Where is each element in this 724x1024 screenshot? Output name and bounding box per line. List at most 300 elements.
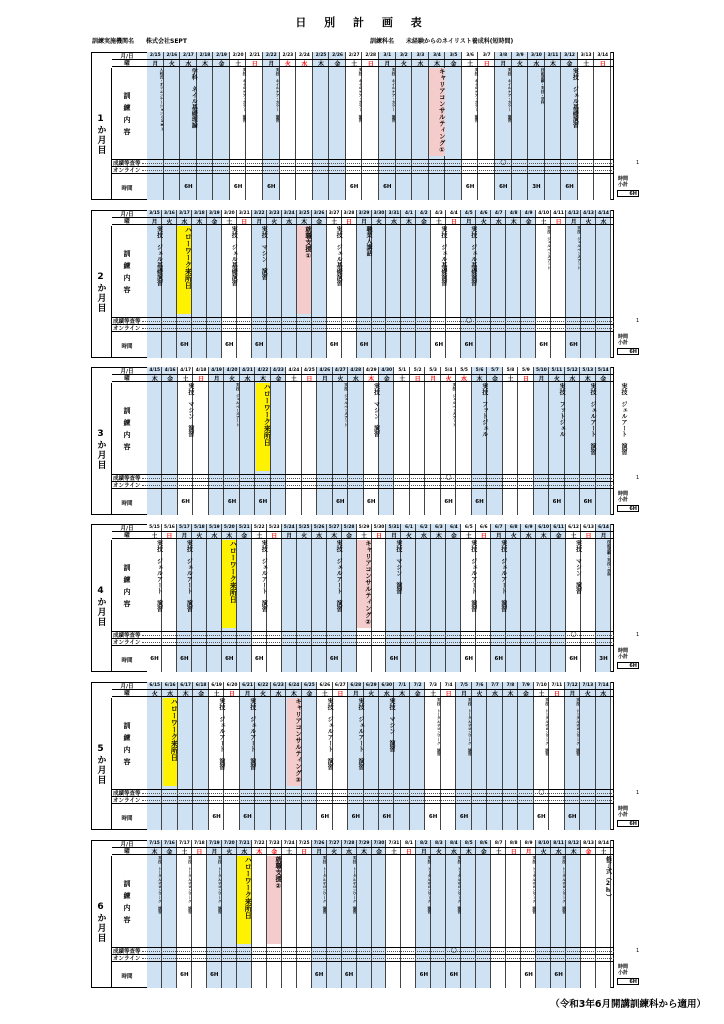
weekday-cell: 木 <box>510 219 517 226</box>
schedule-entry: ハローワーク来所日 <box>177 226 191 314</box>
weekday-cell: 火 <box>229 376 236 383</box>
weekday-cell: 土 <box>235 61 242 68</box>
date-cell: 4/7 <box>494 211 503 216</box>
weekday-cell: 日 <box>301 849 308 856</box>
date-cell: 5/15 <box>149 525 160 530</box>
date-cell: 2/15 <box>149 53 161 58</box>
date-cell: 2/22 <box>265 53 277 58</box>
date-cell: 6/8 <box>509 525 518 530</box>
weekday-cell: 金 <box>566 61 573 68</box>
day-column <box>503 367 518 515</box>
row-divider <box>112 159 614 160</box>
date-cell: 5/2 <box>413 368 422 373</box>
subtotal-line1: 時間 <box>618 648 629 654</box>
date-cell: 4/13 <box>583 211 594 216</box>
date-cell: 8/14 <box>598 841 609 846</box>
weekday-cell: 木 <box>405 219 412 226</box>
weekday-cell: 金 <box>420 219 427 226</box>
weekday-cell: 金 <box>383 376 390 383</box>
weekday-cell: 月 <box>390 533 397 540</box>
month-block <box>91 210 614 358</box>
row-divider <box>112 474 614 475</box>
weekday-cell: 日 <box>555 219 562 226</box>
weekday-cell: 水 <box>181 219 188 226</box>
schedule-entry: 実技 マシン 演習 <box>186 383 194 437</box>
hours-cell: 6H <box>314 972 324 978</box>
day-column <box>478 52 495 200</box>
weekday-cell: 月 <box>569 691 576 698</box>
hours-cell: 6H <box>383 184 392 190</box>
hours-cell: 6H <box>255 656 264 662</box>
weekday-cell: 水 <box>555 849 562 856</box>
day-column <box>566 840 581 988</box>
subtotal-box: 6H <box>617 820 639 827</box>
date-cell: 4/25 <box>303 368 315 373</box>
date-cell: 5/6 <box>475 368 484 373</box>
day-column <box>594 52 611 200</box>
schedule-entry: 職業人講話 <box>365 226 372 256</box>
subtotal-line1: 時間 <box>618 176 629 182</box>
weekday-cell: 木 <box>570 849 577 856</box>
date-cell: 5/3 <box>429 368 437 373</box>
hours-cell: 6H <box>524 972 533 978</box>
subtotal-box: 6H <box>617 662 639 669</box>
day-column <box>394 367 409 515</box>
date-cell: 4/18 <box>195 368 207 373</box>
date-cell: 5/16 <box>164 525 175 530</box>
date-cell: 3/6 <box>466 53 474 58</box>
day-column <box>224 682 239 830</box>
subtotal-line2: 小計 <box>618 497 629 503</box>
weekday-cell: 日 <box>241 219 248 226</box>
weekday-cell: 日 <box>510 849 517 856</box>
date-cell: 7/17 <box>179 841 190 846</box>
date-cell: 8/7 <box>494 841 503 846</box>
weekday-cell: 水 <box>316 533 323 540</box>
day-column <box>379 367 394 515</box>
date-cell: 4/28 <box>350 368 362 373</box>
online-row-label: オンライン <box>113 640 141 646</box>
date-cell: 7/2 <box>413 683 422 688</box>
hours-row-label: 時間 <box>121 816 133 822</box>
weekday-cell: 金 <box>198 691 205 698</box>
weekday-cell: 土 <box>321 691 328 698</box>
weekday-cell: 木 <box>465 849 472 856</box>
date-cell: 4/3 <box>434 211 443 216</box>
schedule-entry: 実技 トータルサロンワーク 演習 <box>576 698 581 756</box>
schedule-entry: 実技 ジェルベースアート <box>344 383 349 427</box>
date-cell: 4/26 <box>319 368 331 373</box>
weekday-cell: 火 <box>284 61 291 68</box>
day-column <box>401 840 416 988</box>
weekday-cell: 水 <box>275 691 282 698</box>
date-cell: 5/29 <box>358 525 370 530</box>
weekday-cell: 日 <box>585 533 592 540</box>
weekday-cell: 水 <box>244 376 251 383</box>
weekday-cell: 日 <box>522 376 529 383</box>
schedule-entry: 実技 ジェルアート 演習 <box>185 540 193 612</box>
row-divider <box>112 324 614 325</box>
day-column <box>506 524 521 672</box>
month-label-text: 5か月目 <box>95 743 106 785</box>
day-column <box>267 210 282 358</box>
weekday-cell: 月 <box>316 849 323 856</box>
day-column <box>394 682 409 830</box>
hours-cell: 6H <box>225 342 234 348</box>
hours-cell: 6H <box>389 656 399 662</box>
date-cell: 5/26 <box>313 525 325 530</box>
day-column <box>296 52 313 200</box>
month-label-text: 6か月目 <box>95 901 106 943</box>
day-column <box>357 840 372 988</box>
day-column <box>178 682 193 830</box>
schedule-entry: 実技 ジェルアート 演習 <box>619 383 627 455</box>
weekday-row-label: 曜 <box>124 691 130 697</box>
weekday-cell: 月 <box>361 219 368 226</box>
weekday-cell: 木 <box>301 219 308 226</box>
schedule-entry: 実技 トータルサロンワーク 演習 <box>532 856 537 914</box>
weekday-cell: 日 <box>251 61 258 68</box>
schedule-entry: 実技 ジェルアート 演習 <box>357 698 365 770</box>
date-cell: 4/2 <box>420 211 428 216</box>
date-cell: 6/21 <box>242 683 253 688</box>
schedule-entry: ハローワーク来所日 <box>256 383 270 471</box>
weekday-cell: 月 <box>268 61 275 68</box>
date-cell: 4/6 <box>479 211 488 216</box>
hours-cell: 6H <box>475 499 484 505</box>
weekday-cell: 火 <box>480 219 487 226</box>
weekday-cell: 月 <box>244 691 251 698</box>
day-column <box>192 524 207 672</box>
day-column <box>282 840 297 988</box>
date-cell: 3/8 <box>499 53 508 58</box>
weekday-cell: 火 <box>585 219 592 226</box>
weekday-cell: 土 <box>600 849 607 856</box>
month-label-text: 3か月目 <box>95 428 106 470</box>
weekday-cell: 土 <box>538 691 545 698</box>
date-cell: 6/29 <box>365 683 377 688</box>
day-column <box>213 52 230 200</box>
date-cell: 5/25 <box>298 525 310 530</box>
row-divider <box>112 317 614 318</box>
subtotal-line1: 時間 <box>618 491 629 497</box>
weekday-cell: 金 <box>555 533 562 540</box>
weekday-cell: 火 <box>400 61 407 68</box>
day-column <box>240 367 255 515</box>
date-cell: 3/22 <box>253 211 265 216</box>
date-cell: 3/21 <box>238 211 250 216</box>
row-divider <box>112 961 614 962</box>
day-column <box>372 840 387 988</box>
row-subdivider <box>142 478 614 479</box>
date-cell: 7/30 <box>373 841 385 846</box>
date-cell: 4/15 <box>149 368 161 373</box>
weekday-cell: 火 <box>368 691 375 698</box>
schedule-entry: 実技 ジェルアート 演習 <box>499 540 507 612</box>
day-column <box>581 524 596 672</box>
weekday-cell: 水 <box>600 691 607 698</box>
month-label-text: 2か月目 <box>95 271 106 313</box>
weekday-cell: 水 <box>352 376 359 383</box>
schedule-entry: 実技 ジェルベースアート <box>452 383 457 427</box>
weekday-cell: 水 <box>346 849 353 856</box>
date-cell: 3/2 <box>399 53 408 58</box>
day-column <box>237 524 252 672</box>
hours-cell: 6H <box>494 656 503 662</box>
weekday-cell: 日 <box>337 691 344 698</box>
date-cell: 6/15 <box>149 683 161 688</box>
count-one: 1 <box>636 318 640 324</box>
hours-cell: 6H <box>233 184 243 190</box>
weekday-cell: 土 <box>540 219 547 226</box>
date-cell: 4/29 <box>365 368 377 373</box>
schedule-entry: 実技 フットジェル <box>480 383 488 437</box>
weekday-cell: 木 <box>151 376 158 383</box>
hours-cell: 6H <box>569 656 578 662</box>
day-column <box>549 682 564 830</box>
date-cell: 5/27 <box>328 525 340 530</box>
weekday-cell: 月 <box>211 849 218 856</box>
hours-cell: 6H <box>150 656 159 662</box>
date-cell: 6/19 <box>211 683 222 688</box>
day-column <box>476 840 491 988</box>
weekday-cell: 金 <box>414 691 421 698</box>
day-column <box>246 52 263 200</box>
weekday-cell: 金 <box>600 376 607 383</box>
weekday-cell: 土 <box>213 691 220 698</box>
day-column <box>192 210 207 358</box>
date-cell: 6/20 <box>226 683 238 688</box>
weekday-cell: 金 <box>450 61 457 68</box>
weekday-cell: 金 <box>585 849 592 856</box>
weekday-cell: 火 <box>259 691 266 698</box>
weekday-cell: 月 <box>352 691 359 698</box>
day-column <box>207 210 222 358</box>
weekday-cell: 月 <box>286 533 293 540</box>
weekday-cell: 日 <box>198 376 205 383</box>
day-column <box>342 210 357 358</box>
row-divider <box>112 796 614 797</box>
row-divider <box>112 381 614 382</box>
date-cell: 3/9 <box>515 53 524 58</box>
weekday-cell: 水 <box>211 533 218 540</box>
weekday-cell: 金 <box>491 376 498 383</box>
day-column <box>302 682 317 830</box>
weekday-cell: 火 <box>405 533 412 540</box>
weekday-cell: 金 <box>271 849 278 856</box>
weekday-cell: 木 <box>507 691 514 698</box>
schedule-entry: 実技 ジェルアート 演習 <box>589 383 597 455</box>
schedule-entry: 実技 ジェル基礎演習 <box>571 68 579 128</box>
row-divider <box>112 638 614 639</box>
day-column <box>456 367 471 515</box>
row-divider <box>112 803 614 804</box>
date-cell: 3/28 <box>343 211 355 216</box>
date-cell: 3/15 <box>149 211 160 216</box>
day-column <box>312 524 327 672</box>
weekday-cell: 水 <box>491 691 498 698</box>
schedule-entry: 実技 ネイルケア・カラー 演習 <box>508 68 513 122</box>
hours-cell: 6H <box>243 814 252 820</box>
date-cell: 4/16 <box>164 368 176 373</box>
month-label <box>91 540 112 672</box>
weekday-cell: 火 <box>226 849 233 856</box>
count-one: 1 <box>636 160 640 166</box>
subtotal-line2: 小計 <box>618 970 629 976</box>
weekday-cell: 木 <box>399 691 406 698</box>
hours-cell: 6H <box>212 814 221 820</box>
content-row-label: 訓 練 内 容 <box>123 407 131 451</box>
day-column <box>267 524 282 672</box>
date-cell: 3/20 <box>223 211 235 216</box>
weekday-cell: 水 <box>525 533 532 540</box>
day-column <box>193 682 208 830</box>
row-subdivider <box>142 958 614 959</box>
date-cell: 6/12 <box>568 525 579 530</box>
date-cell: 8/9 <box>524 841 533 846</box>
schedule-entry: 実技 トータルサロンワーク 演習 <box>188 856 193 914</box>
date-cell: 6/10 <box>538 525 550 530</box>
count-one: 1 <box>636 632 640 638</box>
weekday-cell: 火 <box>337 376 344 383</box>
weekday-cell: 日 <box>553 691 560 698</box>
schedule-entry: 実技 ジェルアート 演習 <box>155 540 163 612</box>
day-column <box>578 52 595 200</box>
schedule-entry: 実技 ジェルベースアート <box>547 226 552 270</box>
month-label-text: 4か月目 <box>95 585 106 627</box>
weekday-cell: 金 <box>166 849 173 856</box>
date-cell: 8/12 <box>568 841 579 846</box>
date-cell: 4/5 <box>464 211 473 216</box>
hours-cell: 6H <box>181 499 190 505</box>
row-subdivider <box>142 642 614 643</box>
date-cell: 7/25 <box>298 841 310 846</box>
day-column <box>386 210 401 358</box>
weekday-cell: 木 <box>182 691 189 698</box>
day-column <box>506 840 521 988</box>
hours-cell: 6H <box>210 972 219 978</box>
date-cell: 4/27 <box>334 368 346 373</box>
weekday-cell: 土 <box>182 376 189 383</box>
date-cell: 5/9 <box>522 368 530 373</box>
row-divider <box>112 645 614 646</box>
subtotal-label <box>618 334 628 346</box>
day-column <box>386 840 401 988</box>
row-subdivider <box>142 321 614 322</box>
weekday-cell: 土 <box>351 61 358 68</box>
weekday-cell: 月 <box>570 219 577 226</box>
hours-cell: 6H <box>255 342 264 348</box>
hours-cell: 6H <box>419 972 429 978</box>
date-cell: 2/26 <box>332 53 343 58</box>
date-row-label: 月/日 <box>120 526 134 532</box>
schedule-entry: 実技 フットジェル <box>558 383 566 437</box>
date-cell: 7/28 <box>343 841 355 846</box>
schedule-entry: 実技 トータルサロンワーク 演習 <box>158 856 163 914</box>
weekday-cell: 金 <box>334 61 341 68</box>
date-cell: 2/19 <box>216 53 227 58</box>
count-one: 1 <box>636 790 640 796</box>
date-cell: 2/16 <box>166 53 178 58</box>
date-cell: 7/31 <box>388 841 400 846</box>
hours-cell: 6H <box>227 499 237 505</box>
row-divider <box>112 954 614 955</box>
day-column <box>192 840 207 988</box>
schedule-entry: 実技 トータルサロンワーク 演習 <box>457 856 462 914</box>
date-cell: 7/26 <box>313 841 325 846</box>
day-column <box>271 367 286 515</box>
weekday-cell: 金 <box>241 533 248 540</box>
weekday-cell: 木 <box>331 533 338 540</box>
date-cell: 6/28 <box>350 683 362 688</box>
hours-cell: 6H <box>583 499 592 505</box>
weekday-cell: 木 <box>201 61 208 68</box>
date-cell: 5/18 <box>193 525 205 530</box>
weekday-cell: 土 <box>507 376 514 383</box>
content-row-label: 訓 練 内 容 <box>123 722 131 766</box>
weekday-cell: 月 <box>500 61 507 68</box>
date-cell: 2/21 <box>249 53 261 58</box>
subtotal-line1: 時間 <box>618 806 629 812</box>
weekday-cell: 月 <box>430 376 437 383</box>
weekday-cell: 火 <box>271 219 278 226</box>
hours-cell: 6H <box>449 972 459 978</box>
subtotal-label <box>618 176 628 188</box>
weekday-cell: 火 <box>301 533 308 540</box>
schedule-entry: 実技 トータルサロンワーク 演習 <box>323 856 328 914</box>
hours-cell: 6H <box>382 814 391 820</box>
weekday-cell: 日 <box>483 61 490 68</box>
date-cell: 5/5 <box>460 368 468 373</box>
day-column <box>297 524 312 672</box>
weekday-cell: 木 <box>196 219 203 226</box>
weekday-cell: 土 <box>226 219 233 226</box>
date-cell: 7/12 <box>566 683 578 688</box>
hours-row-label: 時間 <box>121 344 133 350</box>
schedule-entry: 実技 トータルサロンワーク 演習 <box>353 856 358 914</box>
weekday-cell: 火 <box>445 376 452 383</box>
row-divider <box>112 331 614 332</box>
date-cell: 2/24 <box>299 53 310 58</box>
hours-cell: 6H <box>459 814 469 820</box>
day-column <box>536 524 551 672</box>
day-column <box>446 524 461 672</box>
date-cell: 8/10 <box>538 841 550 846</box>
evaluation-circle: ○ <box>450 946 457 954</box>
weekday-cell: 木 <box>317 61 324 68</box>
weekday-cell: 月 <box>461 691 468 698</box>
date-cell: 3/29 <box>358 211 370 216</box>
date-cell: 7/21 <box>238 841 250 846</box>
online-row-label: オンライン <box>113 326 141 332</box>
row-subdivider <box>142 800 614 801</box>
weekday-cell: 水 <box>600 219 607 226</box>
schedule-entry: キャリアコンサルティング① <box>429 68 445 156</box>
subtotal-box: 6H <box>617 190 639 197</box>
subtotal-box: 6H <box>617 348 639 355</box>
day-column <box>461 840 476 988</box>
schedule-entry: キャリアコンサルティング③ <box>287 698 301 786</box>
date-cell: 6/22 <box>257 683 269 688</box>
day-column <box>348 367 363 515</box>
schedule-entry: 実技 トータルサロンワーク 演習 <box>562 856 567 914</box>
weekday-cell: 水 <box>417 61 424 68</box>
schedule-entry: 実技 マシン 演習 <box>574 540 582 594</box>
weekday-cell: 火 <box>435 849 442 856</box>
hours-row-label: 時間 <box>121 658 133 664</box>
weekday-cell: 金 <box>167 376 174 383</box>
weekday-cell: 木 <box>368 376 375 383</box>
